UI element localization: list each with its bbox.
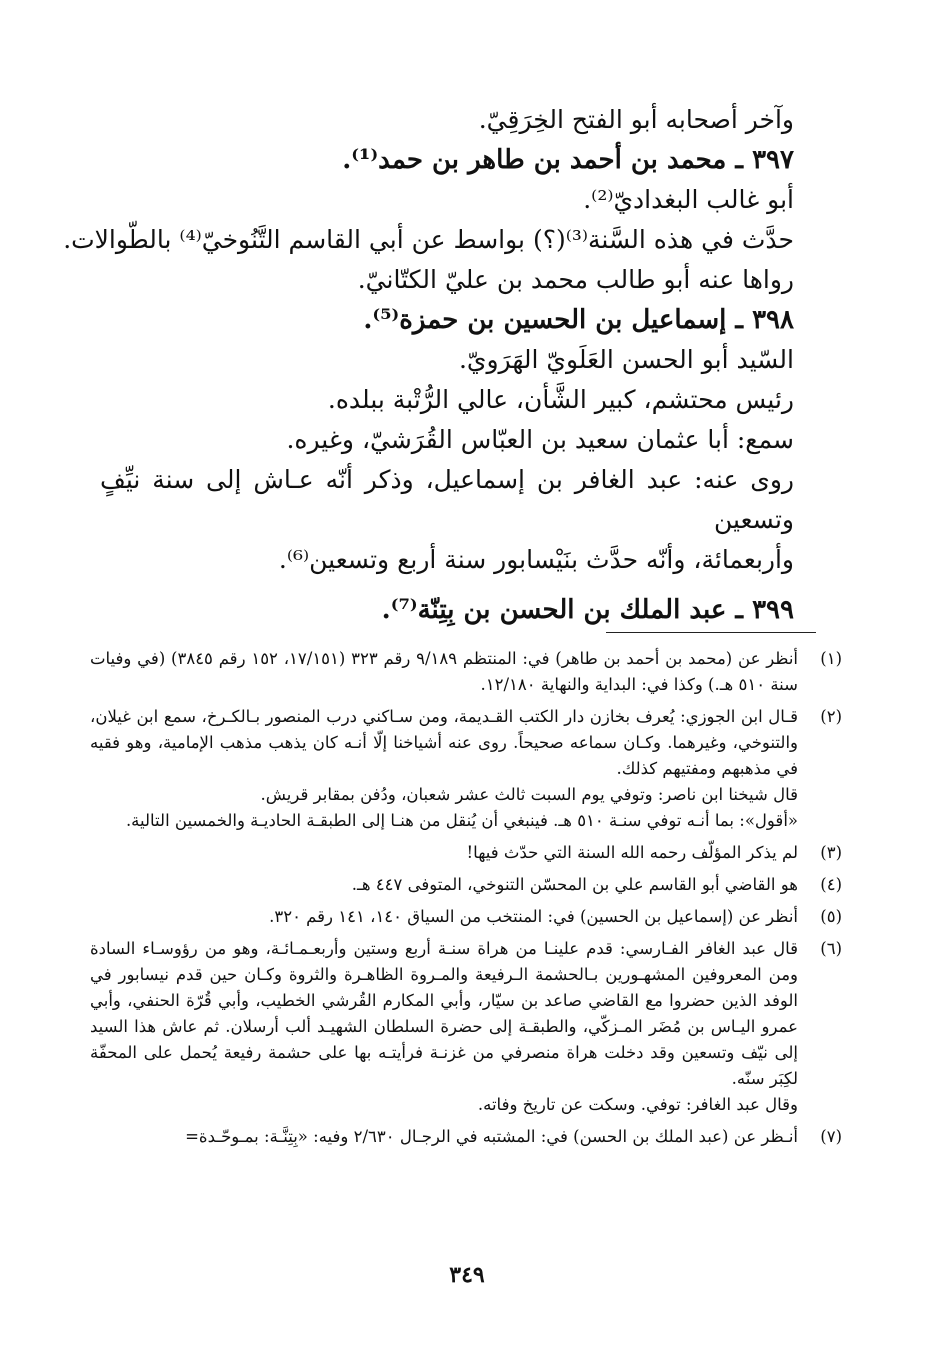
- text-line: وأربعمائة، وأنّه حدَّث بنَيْسابور سنة أربع وتسعين⁽⁶⁾.: [278, 545, 794, 574]
- footnote: [90, 904, 842, 930]
- text-line: رواها عنه أبو طالب محمد بن عليّ الكتّانيّ.: [357, 265, 794, 294]
- footnote-text: «أقول»: بما أنـه توفي سنـة ٥١٠ هـ. فينبغي أن يُنقل من هنـا إلى الطبقـة الحاديـة والخمسين التالية.: [125, 811, 798, 830]
- text-line: أبو غالب البغداديّ⁽²⁾.: [583, 185, 794, 214]
- footnotes: [90, 646, 842, 1150]
- text-line: وآخر أصحابه أبو الفتح الخِرَقِيّ.: [478, 105, 794, 134]
- footnote-text: هو القاضي أبو القاسم علي بن المحسّن التنوخي، المتوفى ٤٤٧ هـ.: [351, 875, 798, 894]
- footnote: [90, 704, 842, 834]
- footnote-number: (٧): [820, 1127, 842, 1146]
- footnote-text: قال شيخنا ابن ناصر: وتوفي يوم السبت ثالث عشر شعبان، ودُفن بمقابر قريش.: [260, 785, 798, 804]
- footnote: [90, 936, 842, 1118]
- footnote: [90, 1124, 842, 1150]
- entry-heading-397: ٣٩٧ ـ محمد بن أحمد بن طاهر بن حمد⁽¹⁾.: [342, 145, 794, 175]
- text-line: حدَّث في هذه السَّنة⁽³⁾(؟) بواسط عن أبي القاسم التَّنُوخيّ⁽⁴⁾ بالطّوالات.: [63, 225, 794, 254]
- footnote-number: (٤): [820, 875, 842, 894]
- footnote-number: (١): [820, 649, 842, 668]
- footnote-number: (٢): [820, 707, 842, 726]
- footnote-number: (٥): [820, 907, 842, 926]
- footnote-separator: [606, 632, 816, 633]
- footnote-number: (٣): [820, 843, 842, 862]
- footnote: [90, 840, 842, 866]
- text-line: السّيد أبو الحسن العَلَويّ الهَرَويّ.: [458, 345, 794, 374]
- text-line: رئيس محتشم، كبير الشَّأن، عالي الرُّتْبة ببلده.: [327, 385, 794, 414]
- entry-heading-398: ٣٩٨ ـ إسماعيل بن الحسين بن حمزة⁽⁵⁾.: [363, 305, 794, 335]
- footnote-text: أنظر عن (محمد بن أحمد بن طاهر) في: المنتظم ٩/١٨٩ رقم ٣٢٣ (١٧/١٥١، ١٥٢ رقم ٣٨٤٥) (في وفيات سنة ٥١٠ هـ.) وكذا في: البداية والنهاية ١٢/١٨٠.: [90, 649, 799, 694]
- page-number: ٣٤٩: [449, 1262, 485, 1288]
- text-line: روى عنه: عبد الغافر بن إسماعيل، وذكر أنّه عـاش إلى سنة نيِّفٍ وتسعين: [100, 465, 794, 534]
- entry-heading-399: ٣٩٩ ـ عبد الملك بن الحسن بن بِتِنّة⁽⁷⁾.: [381, 595, 794, 625]
- main-text: [63, 100, 794, 630]
- footnote-text: وقال عبد الغافر: توفي. وسكت عن تاريخ وفاته.: [477, 1095, 798, 1114]
- footnote: [90, 872, 842, 898]
- text-line: سمع: أبا عثمان سعيد بن العبّاس القُرَشيّ، وغيره.: [286, 425, 794, 454]
- footnote-number: (٦): [820, 939, 842, 958]
- footnote-text: لم يذكر المؤلّف رحمه الله السنة التي حدّث فيها!: [466, 843, 798, 862]
- footnote-text: أنـظر عن (عبد الملك بن الحسن) في: المشتبه في الرجـال ٢/٦٣٠ وفيه: «بِتِنَّـة: بمـوحّـدة=: [185, 1127, 798, 1146]
- footnote-text: قال عبد الغافر الفـارسي: قدم علينـا من هراة سنـة أربع وستين وأربعـمـائـة، وهو من رؤوسـاء السادة ومن المعروفين المشهـورين بـالحشمة الـرفيعة والمـروة الظاهـرة والثروة وكـان حين قدم نيسابور في الوفد الذين حضروا مع القاضي صاعد بن سيّار، وأبي المكارم القُرشي الخطيب، وأبي قُرّة الحنفي، وأبي عمرو اليـاس بن مُضَر المـزكّي، والطبقـة إلى حضرة السلطان الشهيـد ألب أرسلان. ثم عاش هذا السيد إلى نيّف وتسعين وقد دخلت هراة منصرفي من غزنـة فرأيتـه بها على حشمة رفيعة يُحمل على المحفّة لكِبَر سنّه.: [90, 939, 798, 1088]
- footnote-text: قـال ابن الجوزي: يُعرف بخازن دار الكتب القـديمة، ومن سـاكني درب المنصور بـالكـرخ، سمع ابن غيلان، والتنوخي، وغيرهما. وكـان سماعه صحيحاً. روى عنه أشياخنا إلّا أنـه كان يذهب مذهب الإمامية، وهو فقيه في مذهبهم ومفتيهم كذلك.: [90, 707, 798, 778]
- footnote: [90, 646, 842, 698]
- footnote-text: أنظر عن (إسماعيل بن الحسين) في: المنتخب من السياق ١٤٠، ١٤١ رقم ٣٢٠.: [269, 907, 798, 926]
